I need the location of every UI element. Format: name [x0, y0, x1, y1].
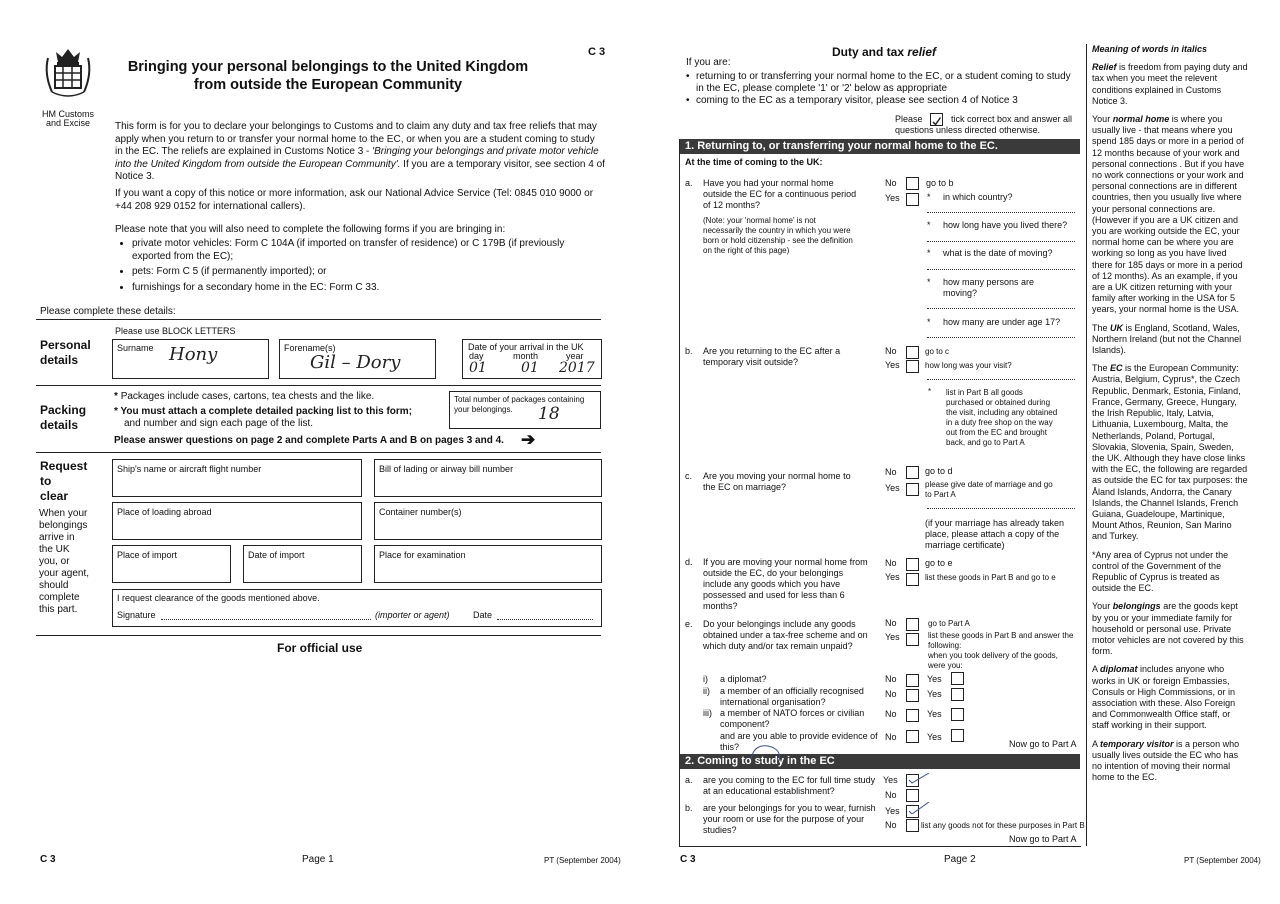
footer-form-code: C 3 — [40, 854, 56, 865]
day-label: day — [469, 351, 484, 361]
marriage-date-line[interactable] — [927, 508, 1075, 509]
no-label: No — [885, 732, 897, 742]
surname-field[interactable] — [112, 339, 269, 379]
qc-note: (if your marriage has already taken place, please attach a copy of the marriage certificate) — [925, 518, 1065, 550]
list-item: • furnishings for a secondary home in the EC: Form C 33. — [132, 282, 586, 295]
qe-iii-label: iii) — [703, 708, 712, 718]
question-a: Have you had your normal home outside the EC for a continuous period of 12 months? — [703, 178, 857, 210]
definitions-panel — [1092, 44, 1248, 790]
qd-yes-instruction: list these goods in Part B and go to e — [925, 573, 1056, 582]
qa-yes-question: in which country? — [943, 192, 1013, 202]
footer-form-code: C 3 — [680, 854, 696, 865]
footer-version: PT (September 2004) — [1184, 856, 1261, 865]
bill-of-lading-label: Bill of lading or airway bill number — [379, 464, 514, 474]
qe-ii-text: a member of an officially recognised international organisation? — [720, 686, 864, 707]
place-of-import-label: Place of import — [117, 550, 178, 560]
packages-label: Total number of packages containing your belongings. — [454, 395, 585, 414]
definition-uk: The UK is England, Scotland, Wales, Northern Ireland (but not the Channel Islands). — [1092, 322, 1242, 356]
qe-no-instruction: go to Part A — [928, 619, 970, 628]
date-label: Date — [473, 610, 493, 620]
advice-text: If you want a copy of this notice or more information, ask our National Advice Service (Tel: 0845 010 9000 or +44 208 929 0152 for international callers). — [115, 188, 594, 212]
definition-normal-home: Your normal home is where you usually live - that means where you spend 185 days or more in a period of 12 months because of your work and personal connections . But if you have no work connections or your work and personal connections are in different countries, then you usually live where your personal connections are. (However if you are a UK citizen and you are working outside the EC, your normal home can be where you are working so long as you have lived there for 185 days or more in a period of 12 months). As an example, if you are a UK citizen returning with your family after working in the USA for 5 years, your normal home is the USA. — [1092, 114, 1245, 315]
qa-no-checkbox[interactable] — [906, 177, 919, 190]
place-for-examination-field[interactable] — [374, 545, 602, 583]
packing-notes: * Packages include cases, cartons, tea chests and the like. * You must attach a complete detailed packing list to this form; and number and sign each page of the list. — [114, 391, 413, 429]
at-time-label: At the time of coming to the UK: — [685, 157, 823, 167]
arrival-date-field[interactable] — [462, 339, 602, 379]
ship-name-label: Ship's name or aircraft flight number — [117, 464, 262, 474]
personal-details-heading: Personal details — [40, 338, 91, 367]
s2a-yes-checkbox[interactable] — [906, 774, 919, 787]
intro-text: This form is for you to declare your belongings to Customs and to claim any duty and tax free reliefs that may apply when you return to or transfer your normal home to the EC, or when you are a student coming to study in the EC. The reliefs are explained in Customs Notice 3 - 'Bringing your belongings and private motor vehicle into the United Kingdom from outside the European Community'. If you are a temporary visitor, see section 4 of Notice 3. — [115, 121, 605, 182]
question-a-letter: a. — [685, 178, 693, 188]
packages-count-field[interactable] — [449, 391, 601, 429]
ship-name-field[interactable] — [112, 459, 362, 497]
yes-label: Yes — [885, 806, 900, 816]
visit-length-line[interactable] — [927, 379, 1075, 380]
s2b-no-instruction: list any goods not for these purposes in Part B — [921, 821, 1085, 830]
signature-label: Signature — [117, 610, 156, 620]
question-c: Are you moving your normal home to the EC on marriage? — [703, 471, 851, 492]
qe-ii-no-checkbox[interactable] — [906, 689, 919, 702]
clearance-request-box — [112, 589, 602, 627]
question-d: If you are moving your normal home from outside the EC, do your belongings include any goods which you have possessed and used for less than 6 months? — [703, 557, 868, 611]
pen-circle-mark-icon — [748, 741, 784, 773]
arrow-right-icon: ➔ — [521, 430, 536, 449]
yes-label: Yes — [885, 360, 900, 370]
bill-of-lading-field[interactable] — [374, 459, 602, 497]
place-of-import-field[interactable] — [112, 545, 231, 583]
no-label: No — [885, 178, 897, 188]
definition-relief: Relief is freedom from paying duty and tax when you meet the relevent conditions explained in Customs Notice 3. — [1092, 62, 1248, 106]
month-label: month — [513, 351, 539, 361]
request-description: When your belongings arrive in the UK you, or your agent, should complete this part. — [39, 508, 90, 615]
list-item: • private motor vehicles: Form C 104A (if imported on transfer of residence) or C 179B (if previously exported from the EC); — [132, 238, 586, 263]
question-e-letter: e. — [685, 619, 693, 629]
qd-no-instruction: go to e — [925, 558, 953, 568]
section-2-heading: 2. Coming to study in the EC — [679, 754, 1080, 769]
qa-how-long: how long have you lived there? — [943, 220, 1068, 230]
qb-yes-checkbox[interactable] — [906, 360, 919, 373]
qe-i-text: a diplomat? — [720, 674, 767, 684]
tick-instruction: tick correct box and answer all questions unless directed otherwise. — [895, 114, 1073, 135]
definition-cyprus: *Any area of Cyprus not under the control of the Government of the Republic of Cyprus is treated as outside the EC. — [1092, 549, 1229, 594]
yes-label: Yes — [883, 775, 898, 785]
under-17-answer-line[interactable] — [927, 337, 1075, 338]
no-label: No — [885, 558, 897, 568]
request-to-clear-heading: Request to clear — [40, 459, 88, 503]
how-long-answer-line[interactable] — [927, 241, 1075, 242]
place-for-examination-label: Place for examination — [379, 550, 466, 560]
no-label: No — [885, 689, 897, 699]
surname-label: Surname — [117, 343, 154, 353]
no-label: No — [885, 709, 897, 719]
qc-no-instruction: go to d — [925, 466, 953, 476]
official-use-heading: For official use — [277, 641, 363, 655]
qb-no-instruction: go to c — [925, 347, 950, 356]
answer-questions-note: Please answer questions on page 2 and complete Parts A and B on pages 3 and 4. — [114, 435, 504, 446]
date-of-import-field[interactable] — [243, 545, 362, 583]
qe-iv-yes-checkbox[interactable] — [951, 729, 964, 742]
qe-iv-text: and are you able to provide evidence of this? — [720, 731, 878, 752]
no-label: No — [885, 618, 897, 628]
complete-details-label: Please complete these details: — [40, 306, 176, 317]
container-number-field[interactable] — [374, 502, 602, 540]
forename-label: Forename(s) — [284, 343, 336, 353]
no-label: No — [885, 467, 897, 477]
no-label: No — [885, 820, 897, 830]
yes-label: Yes — [885, 483, 900, 493]
page-title: Bringing your personal belongings to the United Kingdom from outside the European Community — [127, 59, 529, 93]
qb-note: list in Part B all goods purchased or obtained during the visit, including any obtained in a duty free shop on the way out from the EC and brought back, and go to Part A — [946, 388, 1058, 447]
qd-yes-checkbox[interactable] — [906, 573, 919, 586]
forename-value: Gil – Dory — [310, 352, 401, 373]
packages-value: 18 — [538, 404, 560, 424]
s2a-letter: a. — [685, 775, 693, 785]
signature-line[interactable] — [161, 619, 371, 620]
bullet-star: * — [927, 220, 931, 230]
qe-i-label: i) — [703, 674, 708, 684]
now-go-part-a-2: Now go to Part A — [1009, 834, 1077, 844]
container-number-label: Container number(s) — [379, 507, 462, 517]
footer-page-number: Page 1 — [302, 854, 334, 865]
yes-label: Yes — [927, 732, 942, 742]
qe-ii-label: ii) — [703, 686, 710, 696]
date-of-import-label: Date of import — [248, 550, 305, 560]
bullet-star: * — [927, 248, 931, 258]
qc-no-checkbox[interactable] — [906, 466, 919, 479]
if-you-are: If you are: — [686, 57, 731, 68]
importer-label: (importer or agent) — [375, 610, 450, 620]
s2b-letter: b. — [685, 803, 693, 813]
year-value: 2017 — [559, 360, 595, 376]
qa-date-moving: what is the date of moving? — [943, 248, 1053, 258]
no-label: No — [885, 674, 897, 684]
yes-label: Yes — [885, 632, 900, 642]
s2a-question: are you coming to the EC for full time study at an educational establishment? — [703, 775, 876, 796]
definition-temporary-visitor: A temporary visitor is a person who usually lives outside the EC who has no intention of moving their normal home to the EC. — [1092, 738, 1240, 783]
place-of-loading-label: Place of loading abroad — [117, 507, 212, 517]
question-e: Do your belongings include any goods obtained under a tax-free scheme and on which duty and/or tax remain unpaid? — [703, 619, 868, 651]
footer-version: PT (September 2004) — [544, 856, 621, 865]
bullet-star: * — [927, 277, 931, 287]
day-value: 01 — [469, 360, 487, 376]
clearance-text: I request clearance of the goods mentioned above. — [117, 593, 320, 603]
qe-ii-yes-checkbox[interactable] — [951, 688, 964, 701]
yes-label: Yes — [927, 709, 942, 719]
yes-label: Yes — [927, 674, 942, 684]
qd-no-checkbox[interactable] — [906, 558, 919, 571]
crest-label: HM Customs and Excise — [41, 109, 94, 128]
forms-note: Please note that you will also need to complete the following forms if you are bringing in: — [115, 224, 506, 235]
qe-iv-no-checkbox[interactable] — [906, 730, 919, 743]
qe-i-yes-checkbox[interactable] — [951, 672, 964, 685]
month-value: 01 — [521, 360, 539, 376]
s2a-no-checkbox[interactable] — [906, 789, 919, 802]
definitions-heading: Meaning of words in italics — [1092, 44, 1208, 54]
definition-diplomat: A diplomat includes anyone who works in UK or foreign Embassies, Consuls or High Commissions, or in association with these. Also Foreign and Commonwealth Office staff, or staff working in their support. — [1092, 664, 1236, 731]
no-label: No — [885, 790, 897, 800]
yes-label: Yes — [885, 193, 900, 203]
qa-persons-moving: how many persons are moving? — [943, 277, 1035, 298]
yes-label: Yes — [885, 572, 900, 582]
qe-yes-checkbox[interactable] — [906, 633, 919, 646]
qe-iii-no-checkbox[interactable] — [906, 709, 919, 722]
section-1-heading: 1. Returning to, or transferring your normal home to the EC. — [679, 139, 1080, 154]
s2b-no-checkbox[interactable] — [906, 819, 919, 832]
no-label: No — [885, 346, 897, 356]
persons-answer-line[interactable] — [927, 308, 1075, 309]
qa-no-instruction: go to b — [926, 178, 954, 188]
bullet-star: * — [928, 387, 932, 396]
place-of-loading-field[interactable] — [112, 502, 362, 540]
qb-no-checkbox[interactable] — [906, 346, 919, 359]
intro-bullets: • returning to or transferring your normal home to the EC, or a student coming to study in the EC, please complete '1' or '2' below as appropriate • coming to the EC as a temporary visitor, please see section 4 of Notice 3 — [686, 71, 1071, 106]
definition-ec: The EC is the European Community: Austria, Belgium, Cyprus*, the Czech Republic, Denmark, Estonia, Finland, France, Germany, Greece, Hungary, the Irish Republic, Italy, Latvia, Lithuania, Luxembourg, Malta, the Netherlands, Poland, Portugal, Slovakia, Slovenia, Spain, Sweden, the UK. Although they have close links with the EC, the following are regarded as outside the EC for tax purposes: the Åland Islands, Andorra, the Canary Islands, the Channel Islands, French Guiana, Guadeloupe, Martinique, Mount Athos, Reunion, San Marino and Turkey. — [1092, 363, 1248, 542]
qe-iii-yes-checkbox[interactable] — [951, 708, 964, 721]
question-d-letter: d. — [685, 557, 693, 567]
qe-i-no-checkbox[interactable] — [906, 674, 919, 687]
forms-list — [116, 238, 586, 297]
list-item: • pets: Form C 5 (if permanently imported); or — [132, 266, 586, 279]
question-a-note: (Note: your 'normal home' is not necessarily the country in which you were born or hold citizenship - see the definition on the right of this page) — [703, 216, 853, 255]
qe-when: when you took delivery of the goods, were you: — [928, 651, 1058, 670]
qe-iii-text: a member of NATO forces or civilian component? — [720, 708, 865, 729]
country-answer-line[interactable] — [927, 212, 1075, 213]
qe-yes-instruction: list these goods in Part B and answer the following: — [928, 631, 1074, 650]
form-code: C 3 — [588, 46, 606, 58]
date-moving-answer-line[interactable] — [927, 269, 1075, 270]
s2b-question: are your belongings for you to wear, furnish your room or use for the purpose of your studies? — [703, 803, 876, 835]
bullet-star: * — [927, 317, 931, 327]
s2b-yes-checkbox[interactable] — [906, 805, 919, 818]
year-label: year — [566, 351, 584, 361]
please-label: Please — [895, 114, 923, 124]
pen-tick-icon — [907, 773, 931, 785]
definition-belongings: Your belongings are the goods kept by you or your immediate family for household or personal use. Private motor vehicles are not covered by this form. — [1092, 601, 1244, 657]
qe-no-checkbox[interactable] — [906, 618, 919, 631]
pen-tick-icon — [907, 802, 931, 814]
bullet-star: * — [927, 192, 931, 202]
packing-details-heading: Packing details — [40, 403, 87, 432]
qc-yes-checkbox[interactable] — [906, 483, 919, 496]
qb-yes-question: how long was your visit? — [925, 361, 1012, 370]
date-line[interactable] — [497, 619, 593, 620]
qa-under-17: how many are under age 17? — [943, 317, 1061, 327]
qa-yes-checkbox[interactable] — [906, 193, 919, 206]
block-letters-note: Please use BLOCK LETTERS — [115, 326, 236, 336]
surname-value: Hony — [169, 344, 218, 365]
now-go-part-a: Now go to Part A — [1009, 739, 1077, 749]
forename-field[interactable] — [279, 339, 436, 379]
page-2-title: Duty and tax relief — [832, 45, 937, 59]
question-b: Are you returning to the EC after a temporary visit outside? — [703, 346, 841, 367]
yes-label: Yes — [927, 689, 942, 699]
question-c-letter: c. — [685, 471, 693, 481]
qc-yes-instruction: please give date of marriage and go to Part A — [925, 480, 1053, 499]
footer-page-number: Page 2 — [944, 854, 976, 865]
arrival-label: Date of your arrival in the UK — [468, 342, 584, 352]
royal-crest-icon — [42, 44, 94, 110]
question-b-letter: b. — [685, 346, 693, 356]
